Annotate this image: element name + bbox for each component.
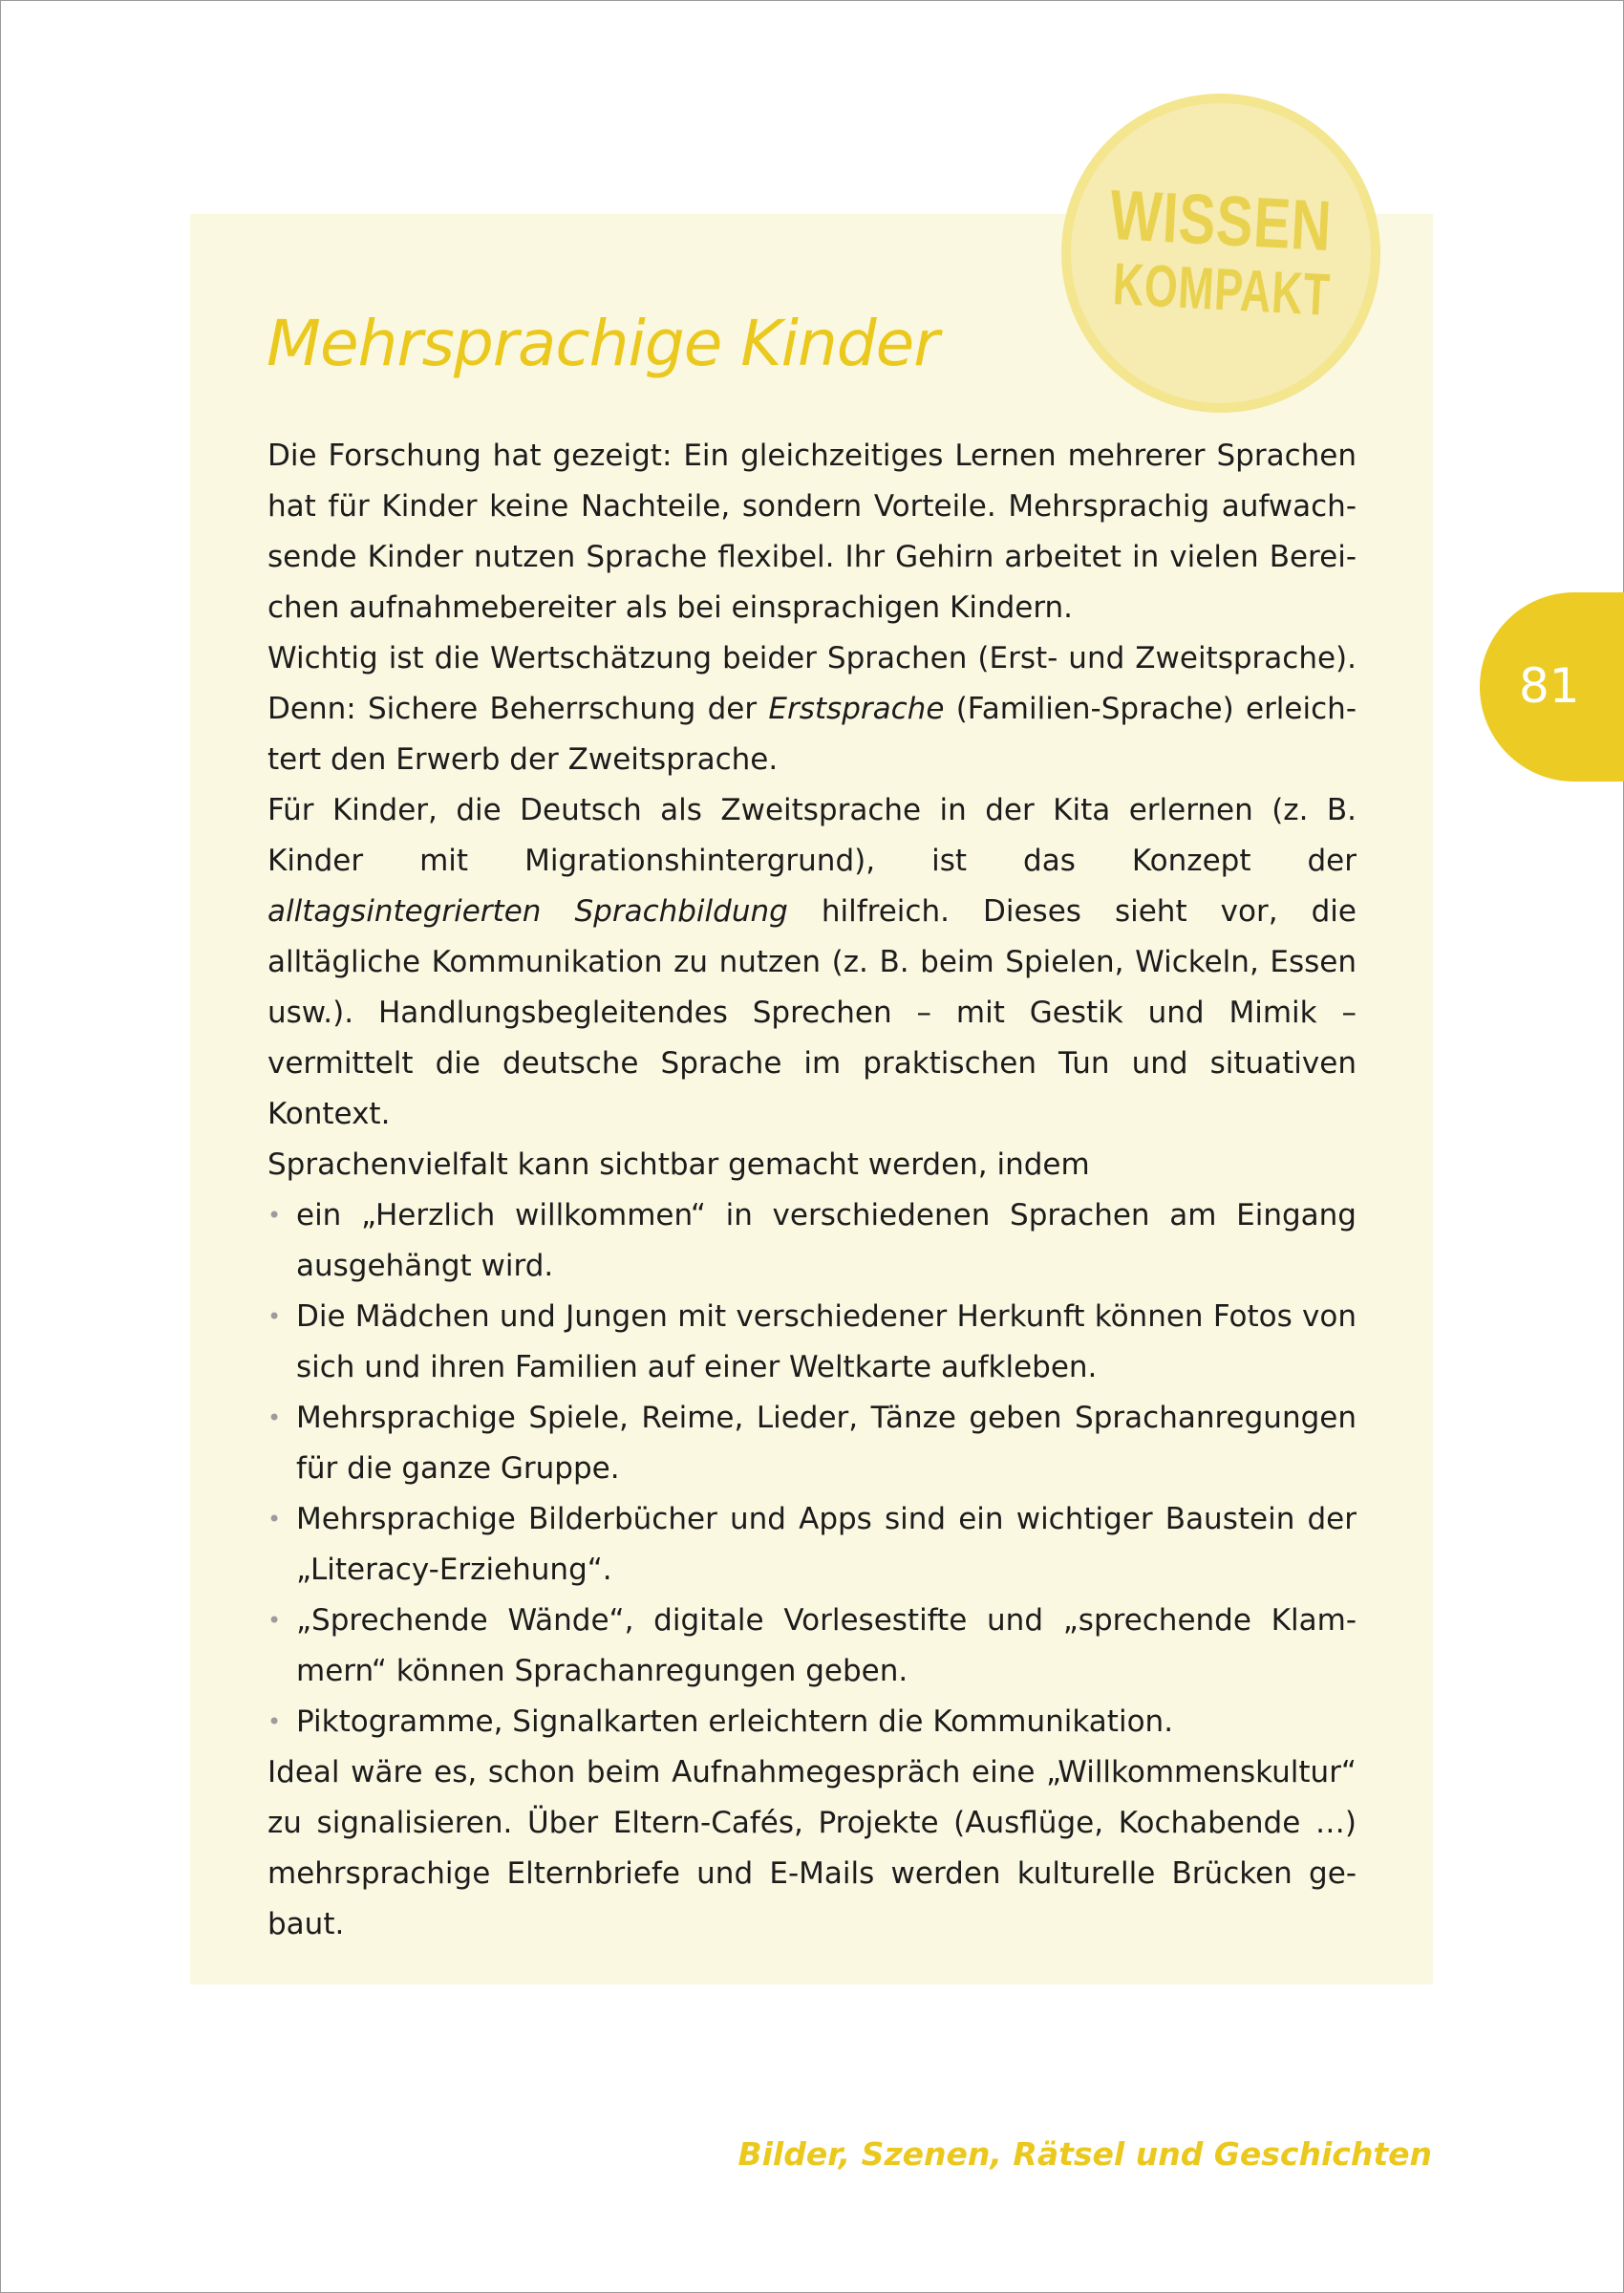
list-item: • „Sprechende Wände“, digitale Vorlesestifte und „sprechende Klammern“ können Sprachanregungen geben. [267,1596,1357,1697]
page-title: Mehrsprachige Kinder [267,307,939,380]
list-item: • ein „Herzlich willkommen“ in verschiedenen Sprachen am Eingang ausgehängt wird. [267,1190,1357,1292]
paragraph-diversity-intro: Sprachenvielfalt kann sichtbar gemacht werden, indem [267,1147,1090,1182]
paragraph-closing: Ideal wäre es, schon beim Aufnahmegespräch eine „Willkommenskultur“ zu signalisieren. Über Eltern-Cafés, Projekte (Ausflüge, Kochabende …) mehrsprachige Elternbriefe und E-Mails werden kulturelle Brücken gebaut. [267,1755,1357,1941]
list-item: • Die Mädchen und Jungen mit verschiedener Herkunft können Fotos von sich und ihren Familien auf einer Weltkarte aufkleben. [267,1292,1357,1393]
emphasis-term: Erstsprache [768,692,945,726]
page-number: 81 [1519,658,1580,714]
list-item: • Mehrsprachige Spiele, Reime, Lieder, Tänze geben Sprachanregungen für die ganze Gruppe. [267,1393,1357,1494]
emphasis-term: alltagsintegrierten Sprachbildung [267,894,788,929]
paragraph-text: hilfreich. Dieses sieht vor, die alltägliche Kommunikation zu nutzen (z. B. beim Spielen, Wickeln, Essen usw.). Handlungsbegleitendes Sprechen – mit Gestik und Mimik – vermittelt die deutsche Sprache im praktischen Tun und situativen Kontext. [267,894,1357,1131]
badge-line-2: KOMPAKT [1111,251,1333,329]
paragraph-text: Für Kinder, die Deutsch als Zweitsprache in der Kita erlernen (z. B. Kinder mit Migrationshintergrund), ist das Konzept der [267,793,1357,878]
footer-book-title: Bilder, Szenen, Rätsel und Geschichten [737,2135,1432,2173]
bullet-list [267,1190,1357,1747]
badge-line-1: WISSEN [1107,174,1335,267]
body-text [267,431,1357,1950]
paragraph-second-language [267,785,1357,1140]
paragraph-text: Wichtig ist die Wertschätzung beider Sprachen (Erst- und Zweitsprache). Denn: Sichere Beherrschung der [267,641,1357,726]
paragraph-research: Die Forschung hat gezeigt: Ein gleichzeitiges Lernen mehrerer Sprachen hat für Kinder keine Nachteile, sondern Vorteile. Mehrsprachig aufwachsende Kinder nutzen Sprache flexibel. Ihr Gehirn arbeitet in vielen Bereichen aufnahmebereiter als bei einsprachigen Kindern. [267,439,1357,625]
wissen-kompakt-badge [1061,94,1380,413]
list-item: • Piktogramme, Signalkarten erleichtern die Kommunikation. [267,1697,1357,1747]
list-item: • Mehrsprachige Bilderbücher und Apps sind ein wichtiger Baustein der „Literacy-Erziehung“. [267,1494,1357,1596]
paragraph-appreciation [267,633,1357,785]
paragraph-text: (Familien-Sprache) erleichtert den Erwerb der Zweitsprache. [267,692,1357,777]
